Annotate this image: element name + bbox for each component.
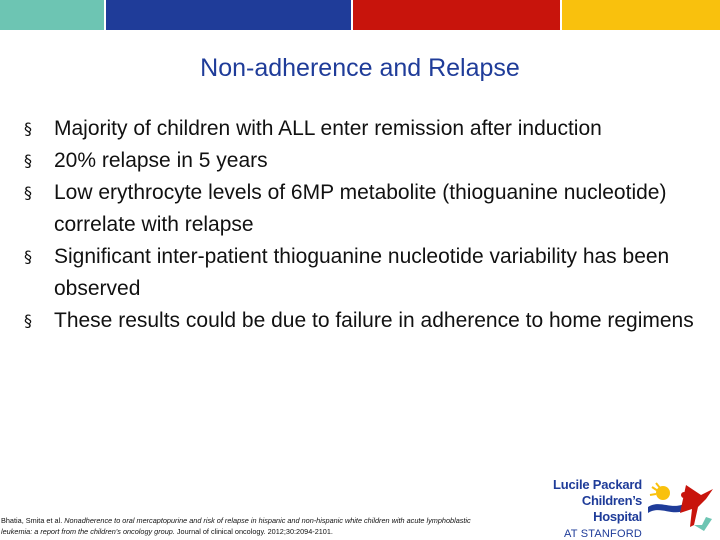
citation [1, 515, 471, 537]
hospital-logo [532, 477, 718, 540]
citation-title: Nonadherence to oral mercaptopurine and risk of relapse in hispanic and non-hispanic white children with acute lymphoblastic leukemia: a report from the children’s oncology group. [1, 516, 471, 536]
bullet-text: Significant inter-patient thioguanine nucleotide variability has been observed [54, 245, 670, 300]
bullet-item [24, 241, 704, 305]
logo-wordmark [532, 477, 642, 540]
bullet-text: Majority of children with ALL enter remission after induction [54, 117, 602, 140]
bullet-marker-icon: § [24, 119, 32, 138]
citation-authors: Bhatia, Smita et al. [1, 516, 63, 525]
bullet-marker-icon: § [24, 247, 32, 266]
bullet-marker-icon: § [24, 183, 32, 202]
top-color-bar [0, 0, 720, 30]
color-bar-navy [106, 0, 351, 30]
bullet-marker-icon: § [24, 311, 32, 330]
bullet-text: 20% relapse in 5 years [54, 149, 268, 172]
color-bar-red [353, 0, 560, 30]
bullet-item [24, 113, 704, 145]
bullet-list [24, 113, 704, 337]
logo-line-affiliation: AT STANFORD [564, 528, 642, 540]
slide-title: Non-adherence and Relapse [200, 54, 520, 82]
citation-journal: Journal of clinical oncology. 2012;30:2094-2101. [176, 527, 333, 536]
bullet-text: Low erythrocyte levels of 6MP metabolite (thioguanine nucleotide) correlate with relapse [54, 181, 667, 236]
bullet-item [24, 145, 704, 177]
color-bar-teal [0, 0, 104, 30]
logo-line-hospital: Children’s Hospital [581, 493, 642, 524]
bullet-marker-icon: § [24, 151, 32, 170]
bullet-item [24, 305, 704, 337]
bullet-item [24, 177, 704, 241]
bullet-text: These results could be due to failure in adherence to home regimens [54, 309, 694, 332]
hospital-logo-mark-icon [646, 477, 718, 533]
logo-line-name: Lucile Packard [553, 477, 642, 492]
color-bar-yellow [562, 0, 720, 30]
